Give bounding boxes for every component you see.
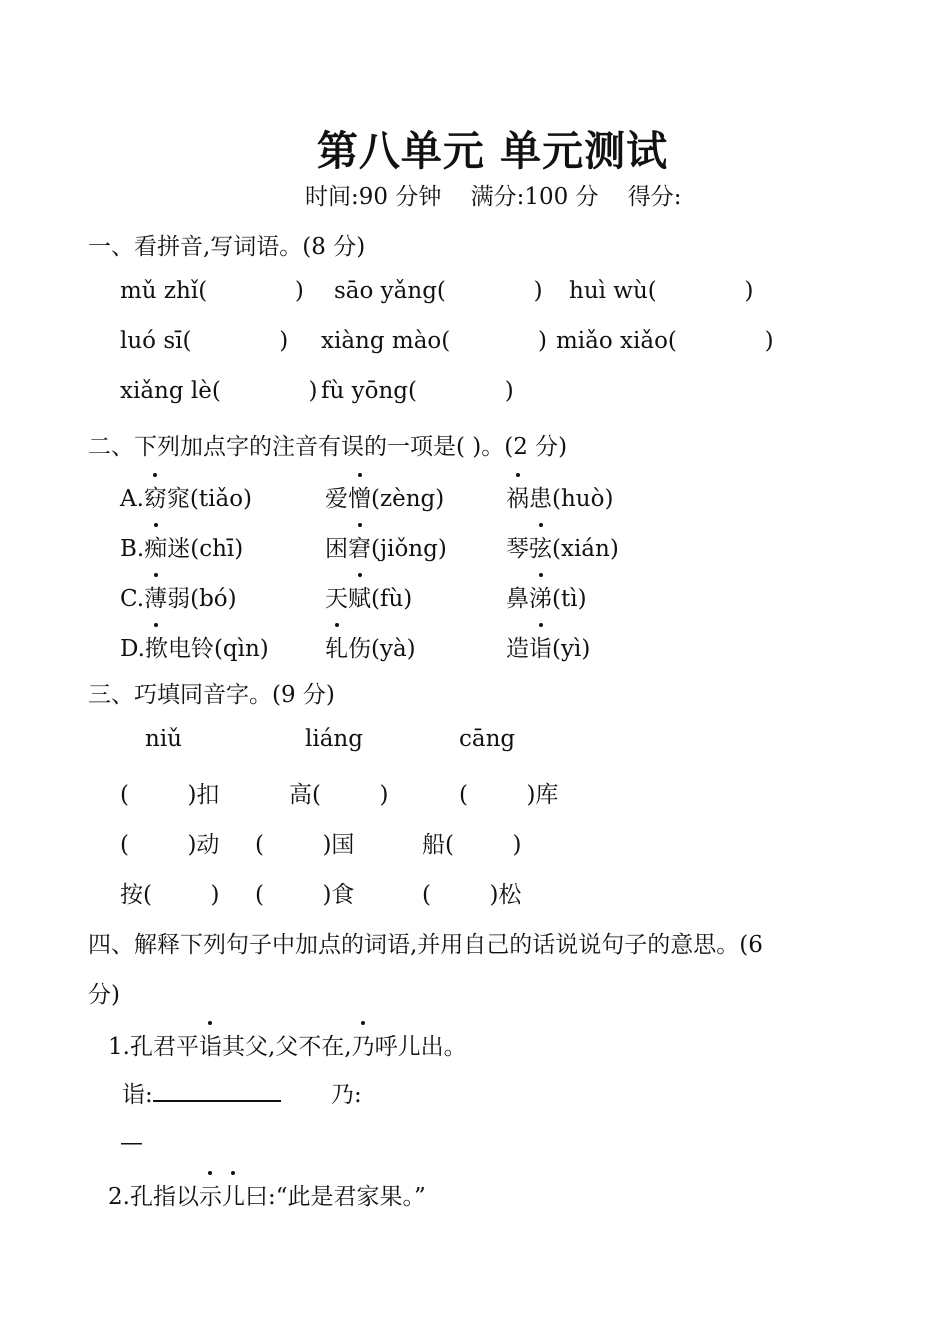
emphasis-dot-char: 儿	[222, 1178, 245, 1211]
emphasis-dot-char: 乃	[352, 1028, 375, 1061]
emphasis-dot-char: 涕	[529, 580, 552, 613]
fill-blank[interactable]: 高( )	[289, 782, 389, 808]
choice-word: 爱憎(zèng)	[325, 480, 444, 513]
emphasis-dot-char: 窘	[348, 530, 371, 563]
choice-word: 琴弦(xián)	[506, 530, 619, 563]
choice-word: 轧伤(yà)	[325, 630, 416, 663]
choice-row[interactable]: C.薄弱(bó)	[120, 580, 237, 613]
emphasis-dot-char: 赋	[348, 580, 371, 613]
emphasis-dot-char: 憎	[348, 480, 371, 513]
choice-word: 天赋(fù)	[325, 580, 412, 613]
fill-blank[interactable]: 按( )	[120, 882, 220, 908]
choice-word: 祸患(huò)	[506, 480, 613, 513]
pinyin-item[interactable]: xiàng mào( )	[321, 328, 547, 354]
fill-blank[interactable]: ( )库	[459, 782, 559, 808]
fill-blank[interactable]: ( )国	[255, 832, 355, 858]
section-3-heading: 三、巧填同音字。(9 分)	[88, 682, 335, 708]
choice-word: 鼻涕(tì)	[506, 580, 587, 613]
emphasis-dot-char: 轧	[325, 630, 348, 663]
emphasis-dot-char: 示	[199, 1178, 222, 1211]
section-1-heading: 一、看拼音,写词语。(8 分)	[88, 234, 366, 260]
emphasis-dot-char: 薄	[144, 580, 167, 613]
fill-blank[interactable]: ( )扣	[120, 782, 220, 808]
pinyin-label: niǔ	[145, 726, 182, 752]
pinyin-item[interactable]: fù yōng( )	[321, 378, 514, 404]
pinyin-item[interactable]: miǎo xiǎo( )	[556, 328, 774, 354]
question-sentence: 1.孔君平诣其父,父不在,乃呼儿出。	[108, 1028, 467, 1061]
fill-blank[interactable]: ( )松	[422, 882, 522, 908]
choice-word: 造诣(yì)	[506, 630, 590, 663]
section-2-heading[interactable]: 二、下列加点字的注音有误的一项是( )。(2 分)	[88, 434, 568, 460]
pinyin-item[interactable]: mǔ zhǐ( )	[120, 278, 304, 304]
pinyin-item[interactable]: xiǎng lè( )	[120, 378, 318, 404]
pinyin-item[interactable]: huì wù( )	[569, 278, 754, 304]
pinyin-label: cāng	[459, 726, 516, 752]
fill-blank[interactable]: ( )动	[120, 832, 220, 858]
dash-mark: —	[120, 1130, 143, 1156]
answer-blank[interactable]	[153, 1080, 281, 1102]
choice-row[interactable]: B.痴迷(chī)	[120, 530, 243, 563]
pinyin-item[interactable]: sāo yǎng( )	[334, 278, 543, 304]
choice-word: 困窘(jiǒng)	[325, 530, 447, 563]
section-4-heading-cont: 分)	[88, 982, 120, 1008]
answer-line[interactable]: 诣:	[122, 1076, 281, 1109]
emphasis-dot-char: 弦	[529, 530, 552, 563]
emphasis-dot-char: 诣	[529, 630, 552, 663]
emphasis-dot-char: 揿	[145, 630, 168, 663]
emphasis-dot-char: 窈	[144, 480, 167, 513]
section-4-heading: 四、解释下列句子中加点的词语,并用自己的话说说句子的意思。(6	[88, 932, 763, 958]
fill-blank[interactable]: ( )食	[255, 882, 355, 908]
choice-row[interactable]: A.窈窕(tiǎo)	[120, 480, 252, 513]
question-sentence: 2.孔指以示儿曰:“此是君家果。”	[108, 1178, 426, 1211]
pinyin-label: liáng	[305, 726, 363, 752]
emphasis-dot-char: 诣	[199, 1028, 222, 1061]
exam-info: 时间:90 分钟 满分:100 分 得分:	[305, 184, 682, 210]
page-title: 第八单元 单元测试	[316, 127, 669, 175]
choice-row[interactable]: D.揿电铃(qìn)	[120, 630, 269, 663]
pinyin-item[interactable]: luó sī( )	[120, 328, 289, 354]
fill-blank[interactable]: 船( )	[422, 832, 522, 858]
answer-line[interactable]: 乃:	[331, 1082, 362, 1108]
emphasis-dot-char: 痴	[144, 530, 167, 563]
emphasis-dot-char: 祸	[506, 480, 529, 513]
